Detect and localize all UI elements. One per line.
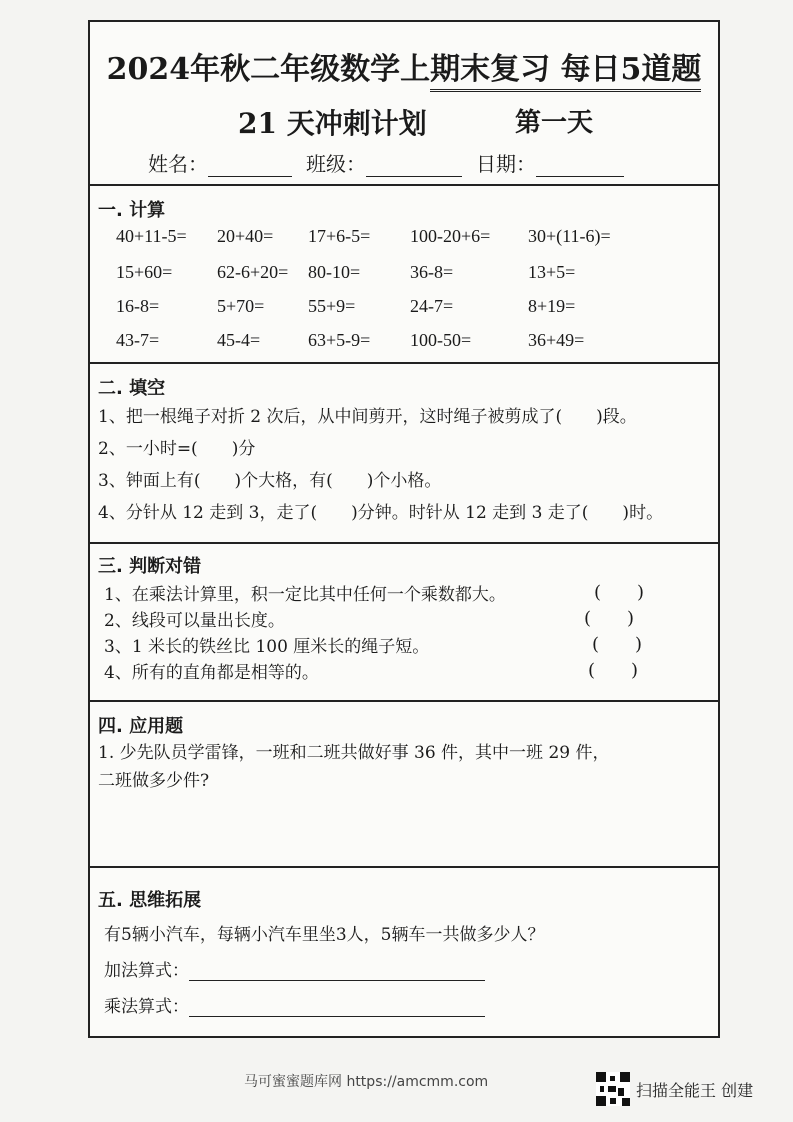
judge-question: 3、1 米长的铁丝比 100 厘米长的绳子短。 <box>104 637 430 657</box>
calc-problem: 24-7= <box>410 296 454 316</box>
calc-problem: 55+9= <box>308 296 356 316</box>
calc-problem: 36-8= <box>410 262 454 282</box>
calc-problem: 62-6+20= <box>217 262 289 282</box>
answer-paren[interactable]: ( ) <box>594 582 645 603</box>
multiplication-row <box>104 992 485 1017</box>
section-fill-in <box>90 362 718 544</box>
calc-problem: 80-10= <box>308 262 361 282</box>
calc-problem: 16-8= <box>116 296 160 316</box>
word-problem-line: 二班做多少件? <box>98 771 210 791</box>
title-prefix: 2024年秋二年级数学上 <box>106 52 431 87</box>
section-word-problem <box>90 700 718 868</box>
calc-problem: 20+40= <box>217 226 274 246</box>
worksheet-title <box>90 44 718 88</box>
calc-problem: 30+(11-6)= <box>528 226 611 246</box>
section-thinking <box>90 866 718 1038</box>
addition-label: 加法算式： <box>104 961 189 981</box>
calc-problem: 43-7= <box>116 330 160 350</box>
multiplication-label: 乘法算式： <box>104 997 189 1017</box>
judge-question: 4、所有的直角都是相等的。 <box>104 663 319 683</box>
section-title: 一. 计算 <box>98 200 166 221</box>
calc-problem: 40+11-5= <box>116 226 187 246</box>
answer-paren[interactable]: ( ) <box>588 660 639 681</box>
section-true-false <box>90 542 718 702</box>
judge-question: 2、线段可以量出长度。 <box>104 611 285 631</box>
section-title: 四. 应用题 <box>98 716 184 737</box>
thinking-question: 有5辆小汽车，每辆小汽车里坐3人，5辆车一共做多少人？ <box>104 925 545 945</box>
plan-subtitle: 21 天冲刺计划 <box>238 107 427 140</box>
fill-question: 4、分针从 12 走到 3，走了( )分钟。时针从 12 走到 3 走了( )时。 <box>98 503 664 523</box>
calc-problem: 45-4= <box>217 330 261 350</box>
day-label: 第一天 <box>515 108 594 138</box>
name-field[interactable] <box>208 156 292 177</box>
scanner-text: 扫描全能王 创建 <box>636 1080 754 1100</box>
judge-question: 1、在乘法计算里，积一定比其中任何一个乘数都大。 <box>104 585 506 605</box>
worksheet <box>88 20 720 1038</box>
answer-paren[interactable]: ( ) <box>584 608 635 629</box>
calc-problem: 8+19= <box>528 296 576 316</box>
qr-code-icon <box>596 1072 630 1106</box>
calc-problem: 13+5= <box>528 262 576 282</box>
answer-paren[interactable]: ( ) <box>592 634 643 655</box>
date-label: 日期： <box>476 152 536 176</box>
title-underlined: 期末复习 每日5道题 <box>430 52 701 92</box>
calc-problem: 63+5-9= <box>308 330 371 350</box>
calc-problem: 100-20+6= <box>410 226 491 246</box>
name-label: 姓名： <box>148 152 208 176</box>
section-calculation <box>90 184 718 364</box>
calc-problem: 5+70= <box>217 296 265 316</box>
calc-problem: 17+6-5= <box>308 226 371 246</box>
section-title: 二. 填空 <box>98 378 166 399</box>
calc-problem: 36+49= <box>528 330 585 350</box>
fill-question: 2、一小时=( )分 <box>98 439 256 459</box>
word-problem-line: 1. 少先队员学雷锋，一班和二班共做好事 36 件，其中一班 29 件， <box>98 743 610 763</box>
fill-question: 3、钟面上有( )个大格，有( )个小格。 <box>98 471 442 491</box>
student-info-row <box>148 148 624 177</box>
class-field[interactable] <box>366 156 462 177</box>
calc-problem: 15+60= <box>116 262 173 282</box>
addition-answer-line[interactable] <box>189 962 485 981</box>
class-label: 班级： <box>306 152 366 176</box>
fill-question: 1、把一根绳子对折 2 次后，从中间剪开，这时绳子被剪成了( )段。 <box>98 407 637 427</box>
section-title: 三. 判断对错 <box>98 556 202 577</box>
date-field[interactable] <box>536 156 624 177</box>
addition-row <box>104 956 485 981</box>
footer-site: 马可蜜蜜题库网 https://amcmm.com <box>244 1074 489 1090</box>
scanner-credit <box>596 1072 753 1106</box>
multiplication-answer-line[interactable] <box>189 998 485 1017</box>
section-title: 五. 思维拓展 <box>98 890 202 911</box>
calc-problem: 100-50= <box>410 330 472 350</box>
